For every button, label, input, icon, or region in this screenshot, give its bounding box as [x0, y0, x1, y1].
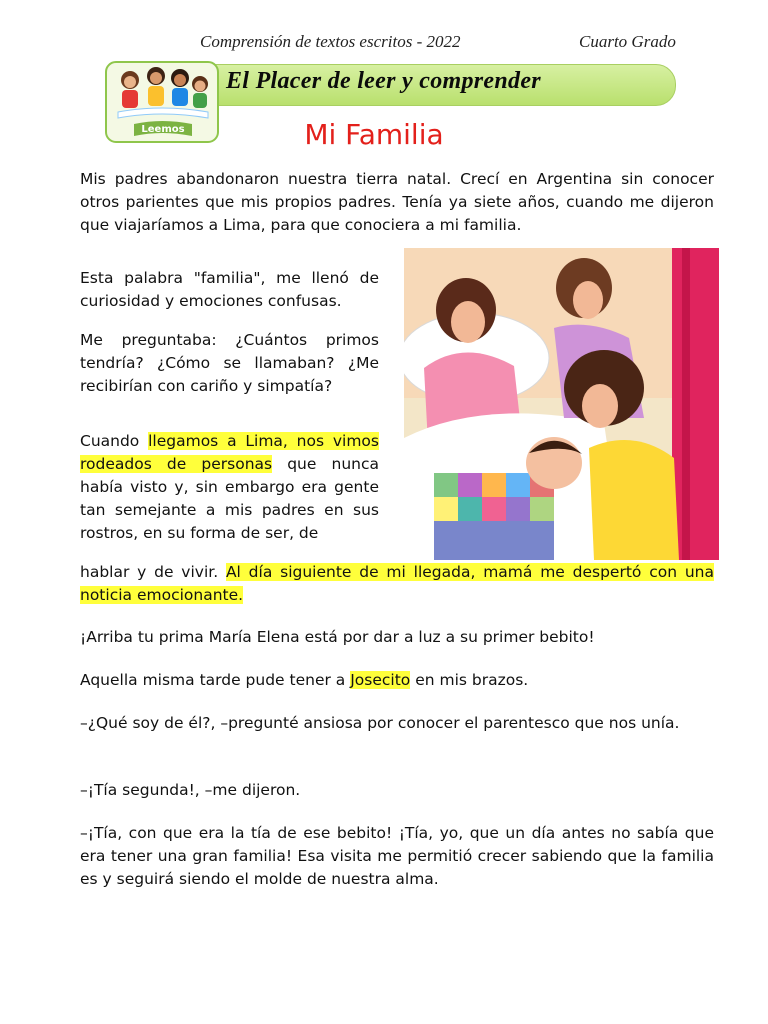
grade-label: Cuarto Grado — [579, 32, 676, 51]
paragraph-4 — [80, 430, 379, 545]
logo-text: Leemos — [141, 124, 185, 135]
paragraph-7: –¿Qué soy de él?, –pregunté ansiosa por conocer el parentesco que nos unía. — [80, 714, 680, 732]
highlight-dia-siguiente: Al día siguiente de mi llegada, mamá me despertó con una noticia emocionante. — [80, 563, 714, 604]
paragraph-3: Me preguntaba: ¿Cuántos primos tendría? ¿Cómo se llamaban? ¿Me recibirían con cariño y simpatía? — [80, 331, 379, 395]
course-label: Comprensión de textos escritos - 2022 — [200, 32, 461, 51]
paragraph-4-text-c: hablar y de vivir. — [80, 563, 226, 581]
paragraph-4-text-a: Cuando — [80, 432, 149, 450]
highlight-josecito: Josecito — [350, 671, 411, 689]
page-title: Mi Familia — [304, 118, 444, 151]
paragraph-8: –¡Tía segunda!, –me dijeron. — [80, 781, 301, 799]
paragraph-4-continued — [80, 561, 714, 607]
banner-title: El Placer de leer y comprender — [226, 68, 541, 94]
paragraph-4-text-b: que nunca había visto y, sin embargo era gente tan semejante a mis padres en sus rostros, en su forma de ser, de — [80, 455, 380, 542]
paragraph-2: Esta palabra "familia", me llenó de curiosidad y emociones confusas. — [80, 269, 379, 310]
family-illustration — [404, 248, 719, 560]
paragraph-9: –¡Tía, con que era la tía de ese bebito! ¡Tía, yo, que un día antes no sabía que era tener una gran familia! Esa visita me permitió crecer sabiendo que la familia es y seguirá siendo el molde de nuestra alma. — [80, 824, 714, 888]
paragraph-6-text-a: Aquella misma tarde pude tener a — [80, 671, 351, 689]
paragraph-6 — [80, 669, 714, 692]
paragraph-6-text-b: en mis brazos. — [410, 671, 529, 689]
paragraph-5: ¡Arriba tu prima María Elena está por dar a luz a su primer bebito! — [80, 628, 595, 646]
page-header — [0, 32, 768, 56]
paragraph-1: Mis padres abandonaron nuestra tierra natal. Crecí en Argentina sin conocer otros parientes que mis propios padres. Tenía ya siete años, cuando me dijeron que viajaríamos a Lima, para que conociera a mi familia. — [80, 170, 714, 234]
highlight-llegamos: llegamos a Lima, nos vimos rodeados de personas — [80, 432, 379, 473]
